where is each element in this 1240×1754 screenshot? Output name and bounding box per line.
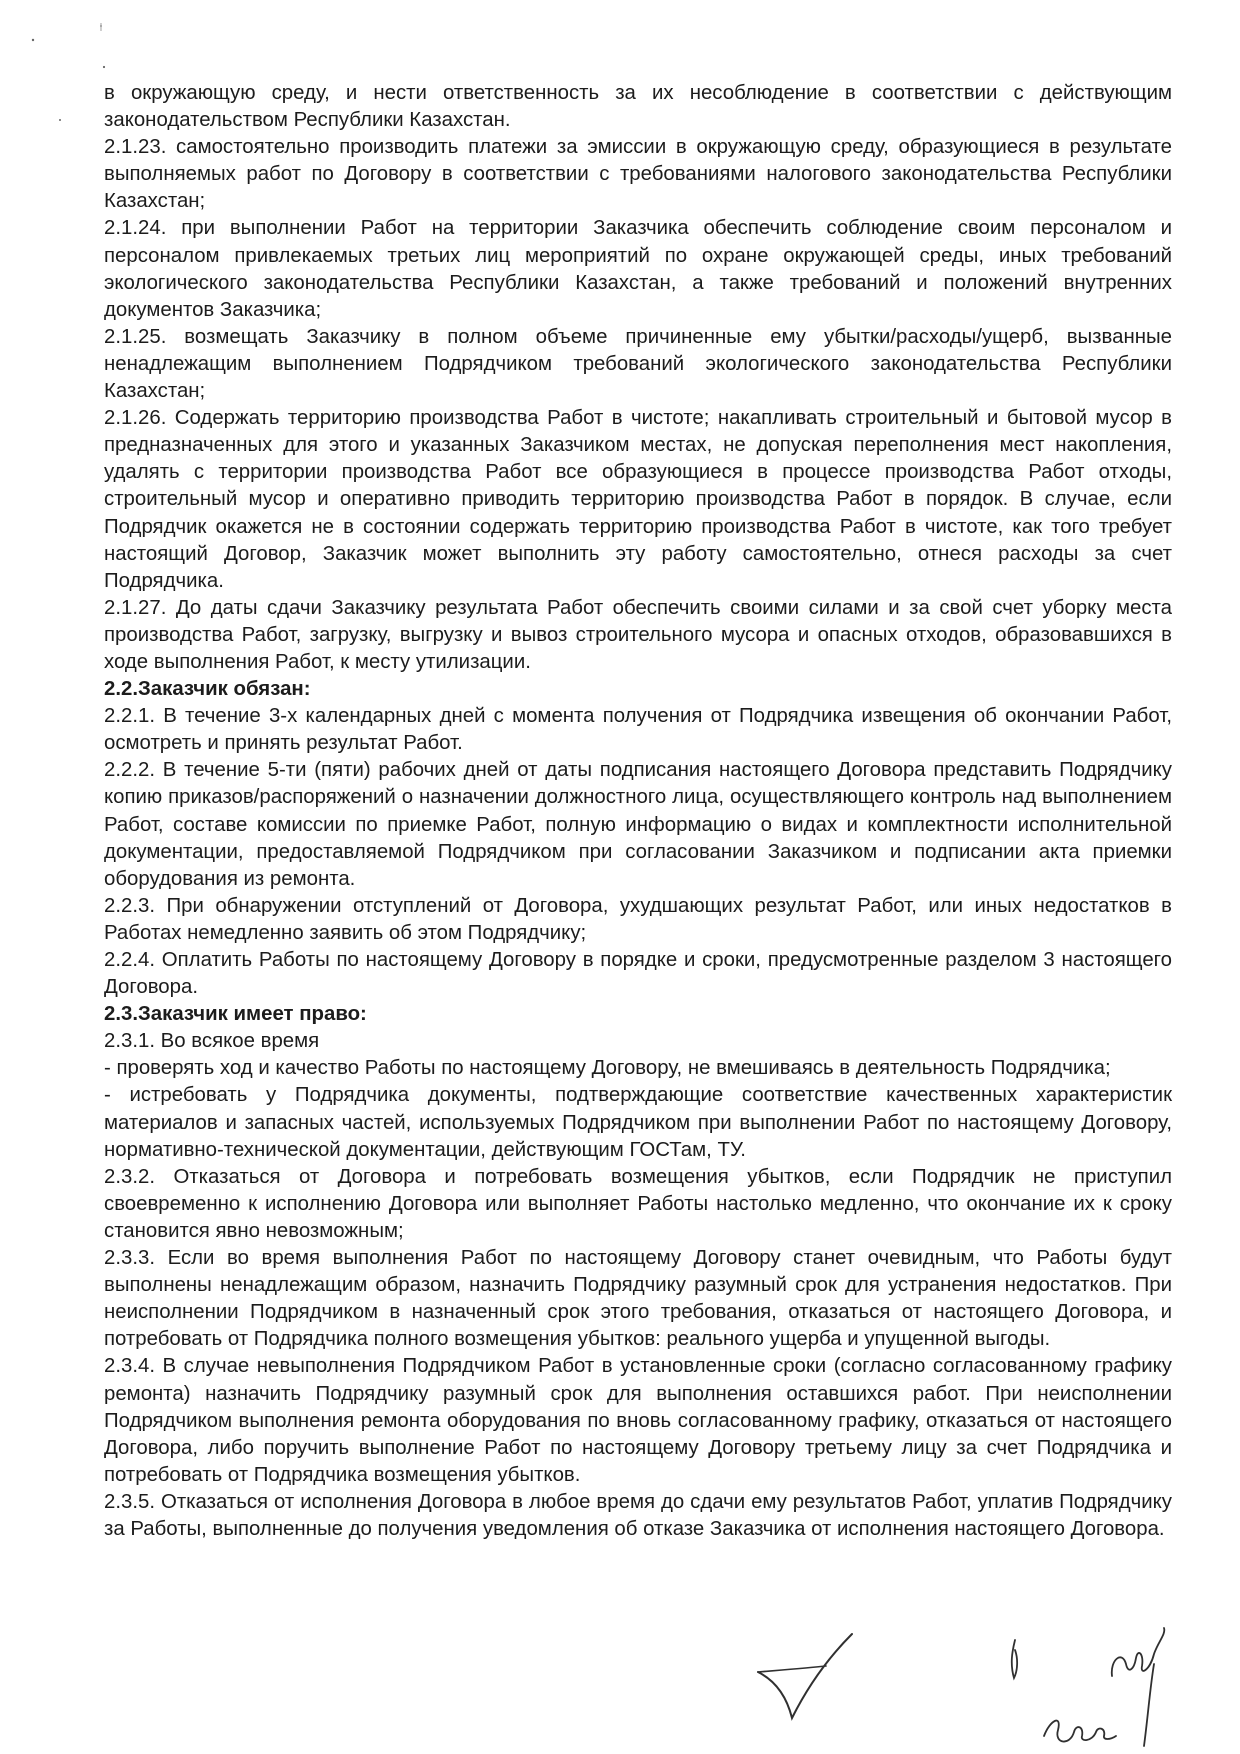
clause-2-3-5: 2.3.5. Отказаться от исполнения Договора в любое время до сдачи ему результатов Работ, уплатив Подрядчику за Работы, выполненные до получения уведомления об отказе Заказчика от исполнения настоящего Договора. bbox=[104, 1490, 1172, 1540]
section-heading-2-3: 2.3.Заказчик имеет право: bbox=[104, 1003, 367, 1026]
section-heading-2-2: 2.2.Заказчик обязан: bbox=[104, 678, 311, 701]
contract-page-body bbox=[104, 80, 1172, 1543]
clause-2-1-24: 2.1.24. при выполнении Работ на территории Заказчика обеспечить соблюдение своим персоналом и персоналом привлекаемых третьих лиц мероприятий по охране окружающей среды, иных требований экологического законодательства Республики Казахстан, а также требований и положений внутренних документов Заказчика; bbox=[104, 217, 1172, 321]
paragraph: в окружающую среду, и нести ответственность за их несоблюдение в соответствии с действующим законодательством Республики Казахстан. bbox=[104, 82, 1172, 132]
signature-mark-2 bbox=[1000, 1636, 1030, 1686]
clause-2-3-1-item-2: - истребовать у Подрядчика документы, подтверждающие соответствие качественных характеристик материалов и запасных частей, используемых Подрядчиком при выполнении Работ по настоящему Договору, нормативно-технической документации, действующим ГОСТам, ТУ. bbox=[104, 1084, 1172, 1161]
clause-2-3-4: 2.3.4. В случае невыполнения Подрядчиком Работ в установленные сроки (согласно согласованному графику ремонта) назначить Подрядчику разумный срок для выполнения оставшихся работ. При неисполнении Подрядчиком выполнения ремонта оборудования по вновь согласованному графику, отказаться от настоящего Договора, либо поручить выполнение Работ по настоящему Договору третьему лицу за счет Подрядчика и потребовать от Подрядчика возмещения убытков. bbox=[104, 1355, 1172, 1486]
clause-2-1-26: 2.1.26. Содержать территорию производства Работ в чистоте; накапливать строительный и бытовой мусор в предназначенных для этого и указанных Заказчиком местах, не допуская переполнения мест накопления, удалять с территории производства Работ все образующиеся в процессе производства Работ отходы, строительный мусор и оперативно приводить территорию производства Работ в порядок. В случае, если Подрядчик окажется не в состоянии содержать территорию производства Работ в чистоте, как того требует настоящий Договор, Заказчик может выполнить эту работу самостоятельно, отнеся расходы за счет Подрядчика. bbox=[104, 407, 1172, 592]
clause-2-2-4: 2.2.4. Оплатить Работы по настоящему Договору в порядке и сроки, предусмотренные разделом 3 настоящего Договора. bbox=[104, 949, 1172, 999]
clause-2-1-27: 2.1.27. До даты сдачи Заказчику результата Работ обеспечить своими силами и за свой счет уборку места производства Работ, загрузку, выгрузку и вывоз строительного мусора и опасных отходов, образовавшихся в ходе выполнения Работ, к месту утилизации. bbox=[104, 596, 1172, 673]
clause-2-3-3: 2.3.3. Если во время выполнения Работ по настоящему Договору станет очевидным, что Работы будут выполнены ненадлежащим образом, назначить Подрядчику разумный срок для устранения недостатков. При неисполнении Подрядчиком в назначенный срок этого требования, отказаться от настоящего Договора, и потребовать от Подрядчика полного возмещения убытков: реального ущерба и упущенной выгоды. bbox=[104, 1247, 1172, 1351]
clause-2-3-1-item-1: - проверять ход и качество Работы по настоящему Договору, не вмешиваясь в деятельность Подрядчика; bbox=[104, 1057, 1111, 1080]
clause-2-2-1: 2.2.1. В течение 3-х календарных дней с момента получения от Подрядчика извещения об окончании Работ, осмотреть и принять результат Работ. bbox=[104, 705, 1172, 755]
clause-2-3-2: 2.3.2. Отказаться от Договора и потребовать возмещения убытков, если Подрядчик не приступил своевременно к исполнению Договора или выполняет Работы настолько медленно, что окончание их к сроку становится явно невозможным; bbox=[104, 1165, 1172, 1242]
clause-2-3-1: 2.3.1. Во всякое время bbox=[104, 1030, 320, 1053]
signature-mark-4 bbox=[1104, 1624, 1174, 1750]
signature-mark-1 bbox=[752, 1626, 862, 1726]
clause-2-1-25: 2.1.25. возмещать Заказчику в полном объеме причиненные ему убытки/расходы/ущерб, вызванные ненадлежащим выполнением Подрядчиком требований экологического законодательства Республики Казахстан; bbox=[104, 325, 1172, 403]
clause-2-1-23: 2.1.23. самостоятельно производить платежи за эмиссии в окружающую среду, образующиеся в результате выполняемых работ по Договору в соответствии с требованиями налогового законодательства Республики Казахстан; bbox=[104, 136, 1172, 213]
clause-2-2-3: 2.2.3. При обнаружении отступлений от Договора, ухудшающих результат Работ, или иных недостатков в Работах немедленно заявить об этом Подрядчику; bbox=[104, 894, 1172, 944]
clause-2-2-2: 2.2.2. В течение 5-ти (пяти) рабочих дней от даты подписания настоящего Договора представить Подрядчику копию приказов/распоряжений о назначении должностного лица, осуществляющего контроль над выполнением Работ, составе комиссии по приемке Работ, полную информацию о видах и комплектности исполнительной документации, предоставляемой Подрядчиком при согласовании Заказчиком и подписании акта приемки оборудования из ремонта. bbox=[104, 759, 1172, 890]
